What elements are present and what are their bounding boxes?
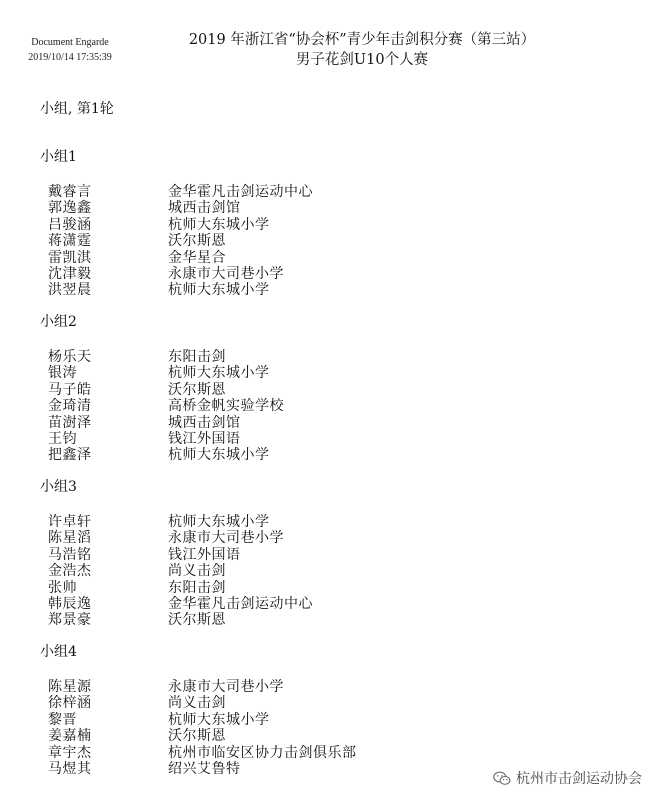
fencer-name: 韩辰逸 xyxy=(48,595,92,612)
fencer-club: 金华星合 xyxy=(168,249,226,266)
pool-member-row xyxy=(48,579,226,596)
page-title xyxy=(152,31,572,69)
fencer-club: 高桥金帆实验学校 xyxy=(168,398,284,415)
pool-member-row xyxy=(48,711,270,728)
fencer-club: 永康市大司巷小学 xyxy=(168,265,284,282)
fencer-name: 把鑫泽 xyxy=(48,447,92,464)
fencer-name: 章宇杰 xyxy=(48,744,92,761)
fencer-name: 马浩铭 xyxy=(48,546,92,563)
fencer-club: 金华霍凡击剑运动中心 xyxy=(168,595,313,612)
pool-member-row xyxy=(48,414,241,431)
fencer-club: 城西击剑馆 xyxy=(168,414,241,431)
pool-title: 小组3 xyxy=(40,479,77,495)
pool-member-row xyxy=(48,365,270,382)
fencer-name: 金浩杰 xyxy=(48,563,92,580)
pool-member-row xyxy=(48,612,226,629)
wechat-icon xyxy=(493,771,511,786)
fencer-name: 张帅 xyxy=(48,579,77,596)
pool-member-list xyxy=(48,679,357,777)
fencer-name: 雷凯淇 xyxy=(48,249,92,266)
pool-title: 小组4 xyxy=(40,644,77,660)
pool-group-3 xyxy=(40,478,313,629)
pool-member-row xyxy=(48,381,226,398)
fencer-name: 蒋潇霆 xyxy=(48,233,92,250)
fencer-name: 徐梓涵 xyxy=(48,695,92,712)
pool-member-row xyxy=(48,595,313,612)
document-source: Document Engarde xyxy=(31,37,109,48)
fencer-name: 陈星源 xyxy=(48,679,92,695)
fencer-club: 城西击剑馆 xyxy=(168,200,241,217)
fencer-club: 杭师大东城小学 xyxy=(168,711,270,728)
pool-member-row xyxy=(48,349,226,365)
fencer-name: 吕骏涵 xyxy=(48,216,92,233)
pool-title: 小组2 xyxy=(40,314,77,330)
pool-member-row xyxy=(48,447,270,464)
fencer-club: 钱江外国语 xyxy=(168,546,241,563)
fencer-club: 沃尔斯恩 xyxy=(168,381,226,398)
fencer-club: 金华霍凡击剑运动中心 xyxy=(168,184,313,200)
pool-member-row xyxy=(48,430,241,447)
pool-member-row xyxy=(48,530,284,547)
pool-member-row xyxy=(48,184,313,200)
fencer-name: 苗澍泽 xyxy=(48,414,92,431)
fencer-name: 姜嘉楠 xyxy=(48,728,92,745)
round-heading: 小组, 第1轮 xyxy=(40,101,114,117)
pool-member-list xyxy=(48,184,313,299)
fencer-club: 尚义击剑 xyxy=(168,695,226,712)
fencer-club: 东阳击剑 xyxy=(168,579,226,596)
fencer-club: 沃尔斯恩 xyxy=(168,233,226,250)
pool-member-row xyxy=(48,679,284,695)
fencer-club: 杭师大东城小学 xyxy=(168,365,270,382)
pool-group-1 xyxy=(40,148,313,299)
pool-member-row xyxy=(48,744,357,761)
fencer-name: 王钧 xyxy=(48,430,77,447)
fencer-name: 戴睿言 xyxy=(48,184,92,200)
fencer-club: 杭州市临安区协力击剑俱乐部 xyxy=(168,744,357,761)
fencer-name: 郑景豪 xyxy=(48,612,92,629)
document-timestamp: 2019/10/14 17:35:39 xyxy=(28,52,112,63)
pool-member-row xyxy=(48,249,226,266)
pool-member-row xyxy=(48,514,270,530)
fencer-club: 杭师大东城小学 xyxy=(168,216,270,233)
fencer-name: 洪翌晨 xyxy=(48,282,92,299)
fencer-club: 钱江外国语 xyxy=(168,430,241,447)
pool-member-row xyxy=(48,216,270,233)
fencer-club: 沃尔斯恩 xyxy=(168,728,226,745)
source-watermark xyxy=(493,768,642,788)
fencer-club: 杭师大东城小学 xyxy=(168,282,270,299)
fencer-club: 永康市大司巷小学 xyxy=(168,530,284,547)
fencer-name: 郭逸鑫 xyxy=(48,200,92,217)
pool-member-row xyxy=(48,398,284,415)
competition-title: 2019 年浙江省“协会杯”青少年击剑积分赛（第三站） xyxy=(188,32,536,48)
fencer-name: 沈津毅 xyxy=(48,265,92,282)
fencer-name: 马子皓 xyxy=(48,381,92,398)
pool-member-row xyxy=(48,200,241,217)
fencer-name: 马煜其 xyxy=(48,760,92,777)
pool-member-row xyxy=(48,546,241,563)
fencer-name: 银涛 xyxy=(48,365,77,382)
fencer-club: 杭师大东城小学 xyxy=(168,514,270,530)
document-meta xyxy=(18,35,122,65)
fencer-club: 绍兴艾鲁特 xyxy=(168,760,241,777)
pool-member-row xyxy=(48,282,270,299)
pool-member-list xyxy=(48,349,284,464)
pool-member-row xyxy=(48,695,226,712)
pool-member-row xyxy=(48,265,284,282)
fencer-club: 永康市大司巷小学 xyxy=(168,679,284,695)
fencer-name: 金琦清 xyxy=(48,398,92,415)
fencer-club: 尚义击剑 xyxy=(168,563,226,580)
fencer-club: 东阳击剑 xyxy=(168,349,226,365)
pool-title: 小组1 xyxy=(40,149,77,165)
fencer-club: 杭师大东城小学 xyxy=(168,447,270,464)
fencer-club: 沃尔斯恩 xyxy=(168,612,226,629)
pool-group-2 xyxy=(40,313,284,464)
fencer-name: 许卓轩 xyxy=(48,514,92,530)
fencer-name: 黎晋 xyxy=(48,711,77,728)
pool-member-row xyxy=(48,233,226,250)
pool-group-4 xyxy=(40,643,357,777)
pool-member-row xyxy=(48,760,241,777)
pool-member-list xyxy=(48,514,313,629)
pool-member-row xyxy=(48,563,226,580)
fencer-name: 陈星滔 xyxy=(48,530,92,547)
fencer-name: 杨乐天 xyxy=(48,349,92,365)
pool-member-row xyxy=(48,728,226,745)
event-title: 男子花剑U10个人赛 xyxy=(295,52,429,68)
watermark-text: 杭州市击剑运动协会 xyxy=(516,771,642,787)
